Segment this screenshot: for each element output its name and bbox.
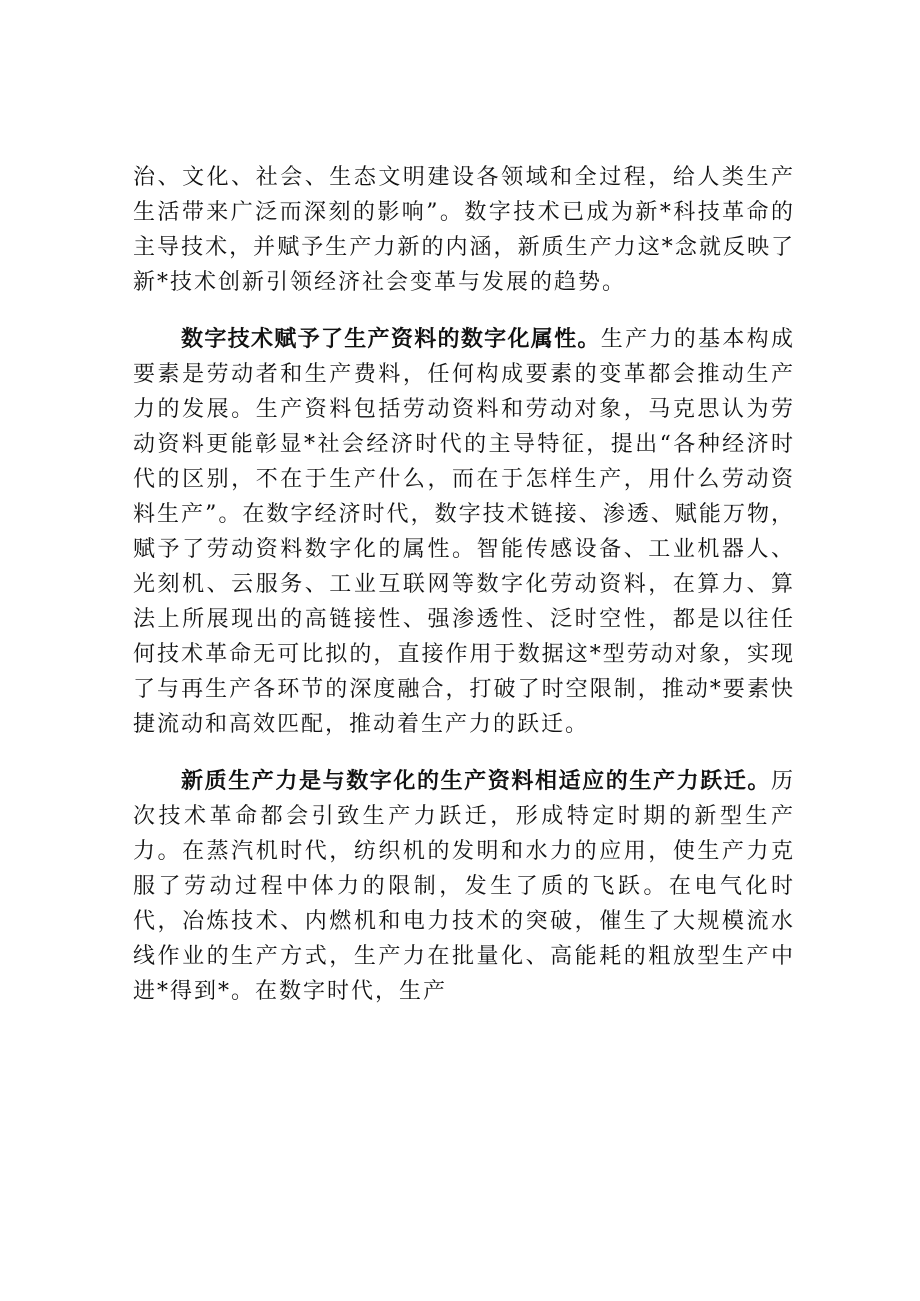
paragraph-lead-sentence: 数字技术赋予了生产资料的数字化属性。: [181, 326, 601, 352]
paragraph-text: 历次技术革命都会引致生产力跃迁，形成特定时期的新型生产力。在蒸汽机时代，纺织机的发明和水力的应用，使生产力克服了劳动过程中体力的限制，发生了质的飞跃。在电气化时代，冶炼技术、内燃机和电力技术的突破，催生了大规模流水线作业的生产方式，生产力在批量化、高能耗的粗放型生产中进*得到*。在数字时代，生产: [133, 769, 795, 1004]
document-body: [133, 160, 795, 1009]
paragraph-digital-attribute: [133, 322, 795, 742]
paragraph-productivity-leap: [133, 764, 795, 1009]
paragraph-lead-sentence: 新质生产力是与数字化的生产资料相适应的生产力跃迁。: [181, 768, 771, 794]
paragraph-text: 生产力的基本构成要素是劳动者和生产费料，任何构成要素的变革都会推动生产力的发展。生产资料包括劳动资料和劳动对象，马克思认为劳动资料更能彰显*社会经济时代的主导特征，提出“各种经济时代的区别，不在于生产什么，而在于怎样生产，用什么劳动资料生产”。在数字经济时代，数字技术链接、渗透、赋能万物，赋予了劳动资料数字化的属性。智能传感设备、工业机器人、光刻机、云服务、工业互联网等数字化劳动资料，在算力、算法上所展现出的高链接性、强渗透性、泛时空性，都是以往任何技术革命无可比拟的，直接作用于数据这*型劳动对象，实现了与再生产各环节的深度融合，打破了时空限制，推动*要素快捷流动和高效匹配，推动着生产力的跃迁。: [133, 327, 795, 737]
paragraph-text: 治、文化、社会、生态文明建设各领域和全过程，给人类生产生活带来广泛而深刻的影响”。数字技术已成为新*科技革命的主导技术，并赋予生产力新的内涵，新质生产力这*念就反映了新*技术创新引领经济社会变革与发展的趋势。: [133, 165, 795, 295]
paragraph-continuation: [133, 160, 795, 300]
